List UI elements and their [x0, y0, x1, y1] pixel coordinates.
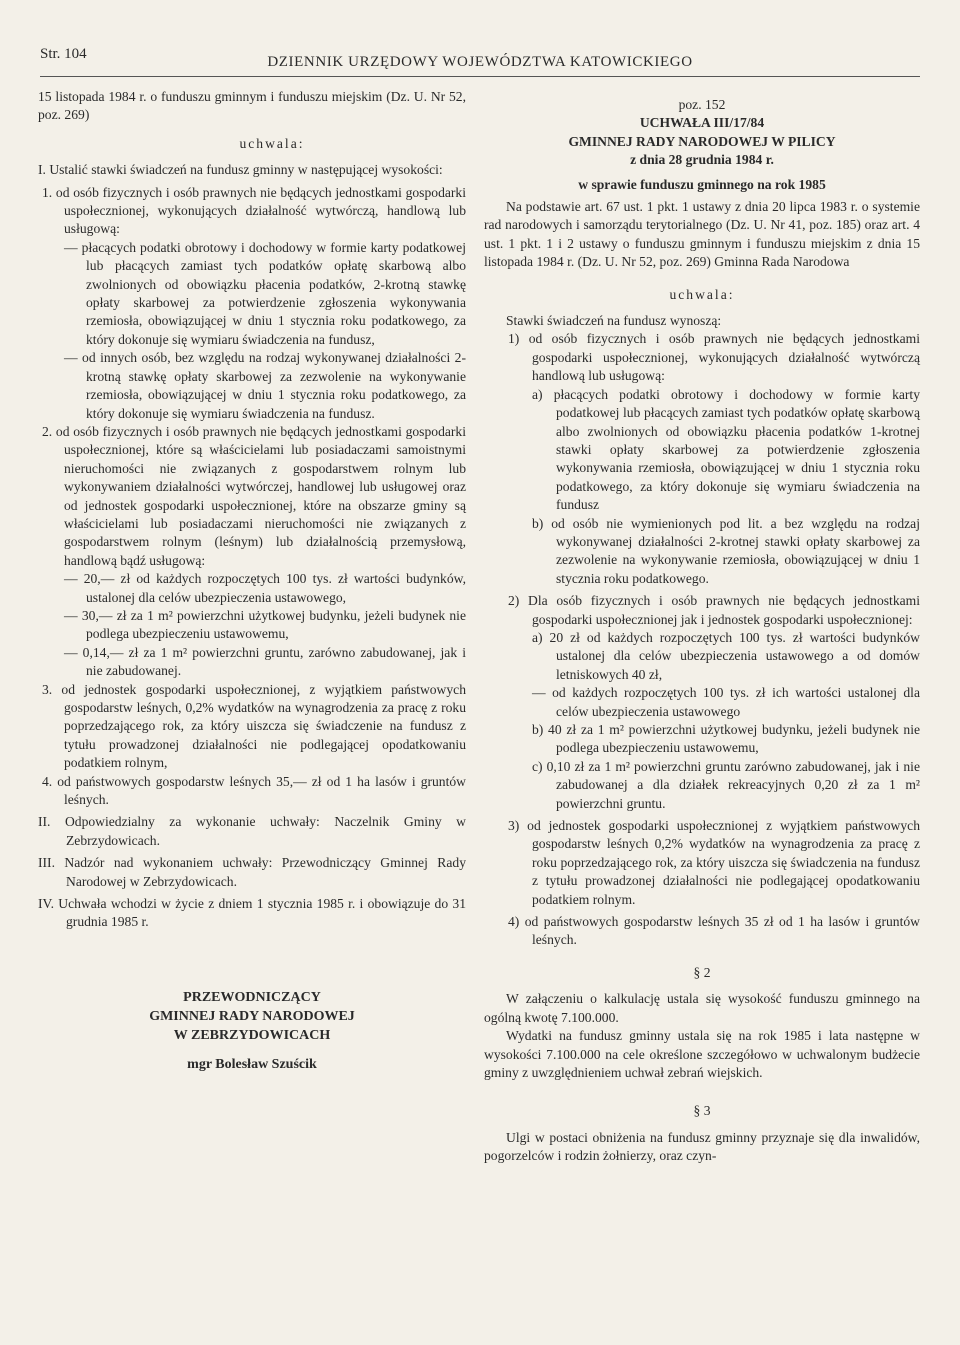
point-3: 3. od jednostek gospodarki uspołecznionej, z wyjątkiem państwowych gospodarstw leśnych, 0,2% wydatków na wynagrodzenia za pracę z roku poprzedzającego rok, za który uiszcza się świadczenie na fundusz z tytułu prowadzonej działalności nie podlegającej opodatkowaniu podatkiem rolnym,	[42, 681, 466, 771]
rate-1: 1) od osób fizycznych i osób prawnych nie będących jednostkami gospodarki uspołecznionej, wykonujących działalność wytwórczą handlową lub usługową:	[508, 331, 920, 384]
intro-text: 15 listopada 1984 r. o funduszu gminnym i funduszu miejskim (Dz. U. Nr 52, poz. 269)	[38, 89, 466, 123]
resolution-title: UCHWAŁA III/17/84	[639, 115, 765, 131]
paragraph-2-text-b: Wydatki na fundusz gminny ustala się na rok 1985 i lata następne w wysokości 7.100.000 na cele określone szczegółowo w uchwalonym budżecie gminy z uwzględnieniem uchwał zebrań wiejskich.	[484, 1028, 920, 1080]
resolution-council: GMINNEJ RADY NARODOWEJ W PILICY	[568, 133, 836, 149]
point-1-dash-a: — płacących podatki obrotowy i dochodowy w formie karty podatkowej lub płacących zamiast tych podatków opłatę skarbową albo zwolnionych od obowiązku płacenia podatków, 2-krotną stawkę opłaty skarbowej za potwierdzenie zgłoszenia wykonywania rzemiosła, obowiązującej w dniu 1 stycznia roku podatkowego, za który dokonuje się wymiaru świadczenia na fundusz,	[64, 239, 466, 347]
position-number: poz. 152	[678, 97, 726, 112]
legal-basis: Na podstawie art. 67 ust. 1 pkt. 1 ustawy z dnia 20 lipca 1983 r. o systemie rad narodowych i samorządu terytorialnego (Dz. U. Nr 41, poz. 185) oraz art. 4 ust. 1 pkt. 1 i 2 ustawy o funduszu gminnym i funduszu miejskim z dnia 15 listopada 1984 r. (Dz. U. Nr 52, poz. 269) Gminna Rada Narodowa	[484, 199, 920, 270]
page-number: Str. 104	[40, 46, 87, 62]
paragraph-2-heading: § 2	[693, 964, 711, 980]
section-III: III. Nadzór nad wykonaniem uchwały: Przewodniczący Gminnej Rady Narodowej w Zebrzydowicach.	[38, 855, 466, 889]
point-2-dash-c: — 0,14,— zł za 1 m² powierzchni gruntu, zarówno zabudowanej, jak i nie zabudowanej.	[64, 644, 466, 679]
rate-2a-dash: — od każdych rozpoczętych 100 tys. zł ich wartości ustalonej dla celów ubezpieczenia ustawowego	[532, 685, 920, 719]
uchwala-heading-right: uchwala:	[669, 286, 735, 302]
paragraph-3-heading: § 3	[693, 1103, 711, 1119]
rate-2a: a) 20 zł od każdych rozpoczętych 100 tys. zł wartości budynków ustalonej dla celów ubezpieczenia ustawowego a od domów letniskowych 40 zł,	[532, 629, 920, 682]
signature-name: mgr Bolesław Szuścik	[187, 1056, 317, 1072]
rates-lead: Stawki świadczeń na fundusz wynoszą:	[506, 313, 722, 329]
rate-3: 3) od jednostek gospodarki uspołecznionej z wyjątkiem państwowych gospodarstw leśnych 0,2% wydatków na wynagrodzenia za pracę z roku poprzedzającego rok, za który uiszcza się świadczenia na fundusz z tytułu prowadzonej działalności nie podlegającej opodatkowaniu podatkiem rolnym.	[508, 818, 920, 907]
right-column	[484, 88, 920, 1166]
uchwala-heading: uchwala:	[239, 135, 305, 151]
rate-4: 4) od państwowych gospodarstw leśnych 35 zł od 1 ha lasów i gruntów leśnych.	[508, 914, 920, 948]
resolution-date: z dnia 28 grudnia 1984 r.	[630, 152, 774, 168]
point-1-dash-b: — od innych osób, bez względu na rodzaj wykonywanej działalności 2-krotną stawkę opłaty skarbowej za zezwolenie na wykonywanie rzemiosła, obowiązującej w dniu 1 stycznia roku podatkowego, za który dokonuje się wymiaru świadczenia na fundusz.	[64, 350, 466, 421]
point-1: 1. od osób fizycznych i osób prawnych nie będących jednostkami gospodarki uspołecznionej, wykonujących działalność wytwórczą, handlową lub usługową:	[42, 184, 466, 237]
resolution-subject: w sprawie funduszu gminnego na rok 1985	[578, 176, 826, 192]
point-2: 2. od osób fizycznych i osób prawnych nie będących jednostkami gospodarki uspołecznionej, które są właścicielami lub posiadaczami samoistnymi nieruchomości nie związanych z gospodarstwem rolnym lub wykonywaniem działalności wytwórczej, handlowej lub usługowej oraz od jednostek gospodarki uspołecznionej, które na obszarze gminy są właścicielami lub posiadaczami nieruchomości nie związanych z gospodarstwem rolnym (leśnym) lub działalnością przemysłową, handlową bądź usługową:	[42, 423, 466, 568]
point-2-dash-b: — 30,— zł za 1 m² powierzchni użytkowej budynku, jeżeli budynek nie podlega ubezpieczeniu ustawowemu,	[64, 607, 466, 642]
page-header	[40, 46, 920, 77]
rate-2b: b) 40 zł za 1 m² powierzchni użytkowej budynku, jeżeli budynek nie podlega ubezpieczeniu ustawowemu,	[532, 722, 920, 756]
left-column	[38, 88, 466, 1074]
point-2-dash-a: — 20,— zł od każdych rozpoczętych 100 tys. zł wartości budynków, ustalonej dla celów ubezpieczenia ustawowego,	[64, 571, 466, 605]
point-4: 4. od państwowych gospodarstw leśnych 35,— zł od 1 ha lasów i gruntów leśnych.	[42, 773, 466, 808]
paragraph-3-text: Ulgi w postaci obniżenia na fundusz gminny przyznaje się dla inwalidów, pogorzelców i rodzin żołnierzy, oraz czyn-	[484, 1129, 920, 1164]
signature-title-2: GMINNEJ RADY NARODOWEJ	[149, 1008, 355, 1024]
rate-1b: b) od osób nie wymienionych pod lit. a bez względu na rodzaj wykonywanej działalności 2-krotnej stawki opłaty skarbowej za zezwolenie na wykonywanie rzemiosła, obowiązującej w dniu 1 stycznia roku podatkowego.	[532, 515, 920, 586]
paragraph-2-text-a: W załączeniu o kalkulację ustala się wysokość funduszu gminnego na ogólną kwotę 7.100.000.	[484, 991, 920, 1025]
signature-block	[38, 988, 466, 1074]
rate-2c: c) 0,10 zł za 1 m² powierzchni gruntu zarówno zabudowanej, jak i nie zabudowanej a dla działek rekreacyjnych 0,20 zł za 1 m² powierzchni gruntu.	[532, 758, 920, 811]
journal-title: DZIENNIK URZĘDOWY WOJEWÓDZTWA KATOWICKIEGO	[267, 54, 693, 70]
signature-title-3: W ZEBRZYDOWICACH	[173, 1027, 331, 1043]
section-I: I. Ustalić stawki świadczeń na fundusz gminny w następującej wysokości:	[38, 162, 443, 178]
section-IV: IV. Uchwała wchodzi w życie z dniem 1 stycznia 1985 r. i obowiązuje do 31 grudnia 1985 r.	[38, 896, 466, 930]
rate-2: 2) Dla osób fizycznych i osób prawnych nie będących jednostkami gospodarki uspołecznionej jak i jednostek gospodarki uspołecznionej:	[508, 593, 920, 627]
rate-1a: a) płacących podatki obrotowy i dochodowy w formie karty podatkowej lub płacących zamiast tych podatków opłatę skarbową albo zwolnionych od obowiązku płacenia podatków 1-krotnej stawki opłaty skarbowej za potwierdzenie zgłoszenia wykonywania rzemiosła, obowiązującej w dniu 1 stycznia roku podatkowego, za który dokonuje się wymiaru świadczenia na fundusz	[532, 386, 920, 513]
signature-title-1: PRZEWODNICZĄCY	[183, 989, 321, 1005]
section-II: II. Odpowiedzialny za wykonanie uchwały: Naczelnik Gminy w Zebrzydowicach.	[38, 814, 466, 848]
